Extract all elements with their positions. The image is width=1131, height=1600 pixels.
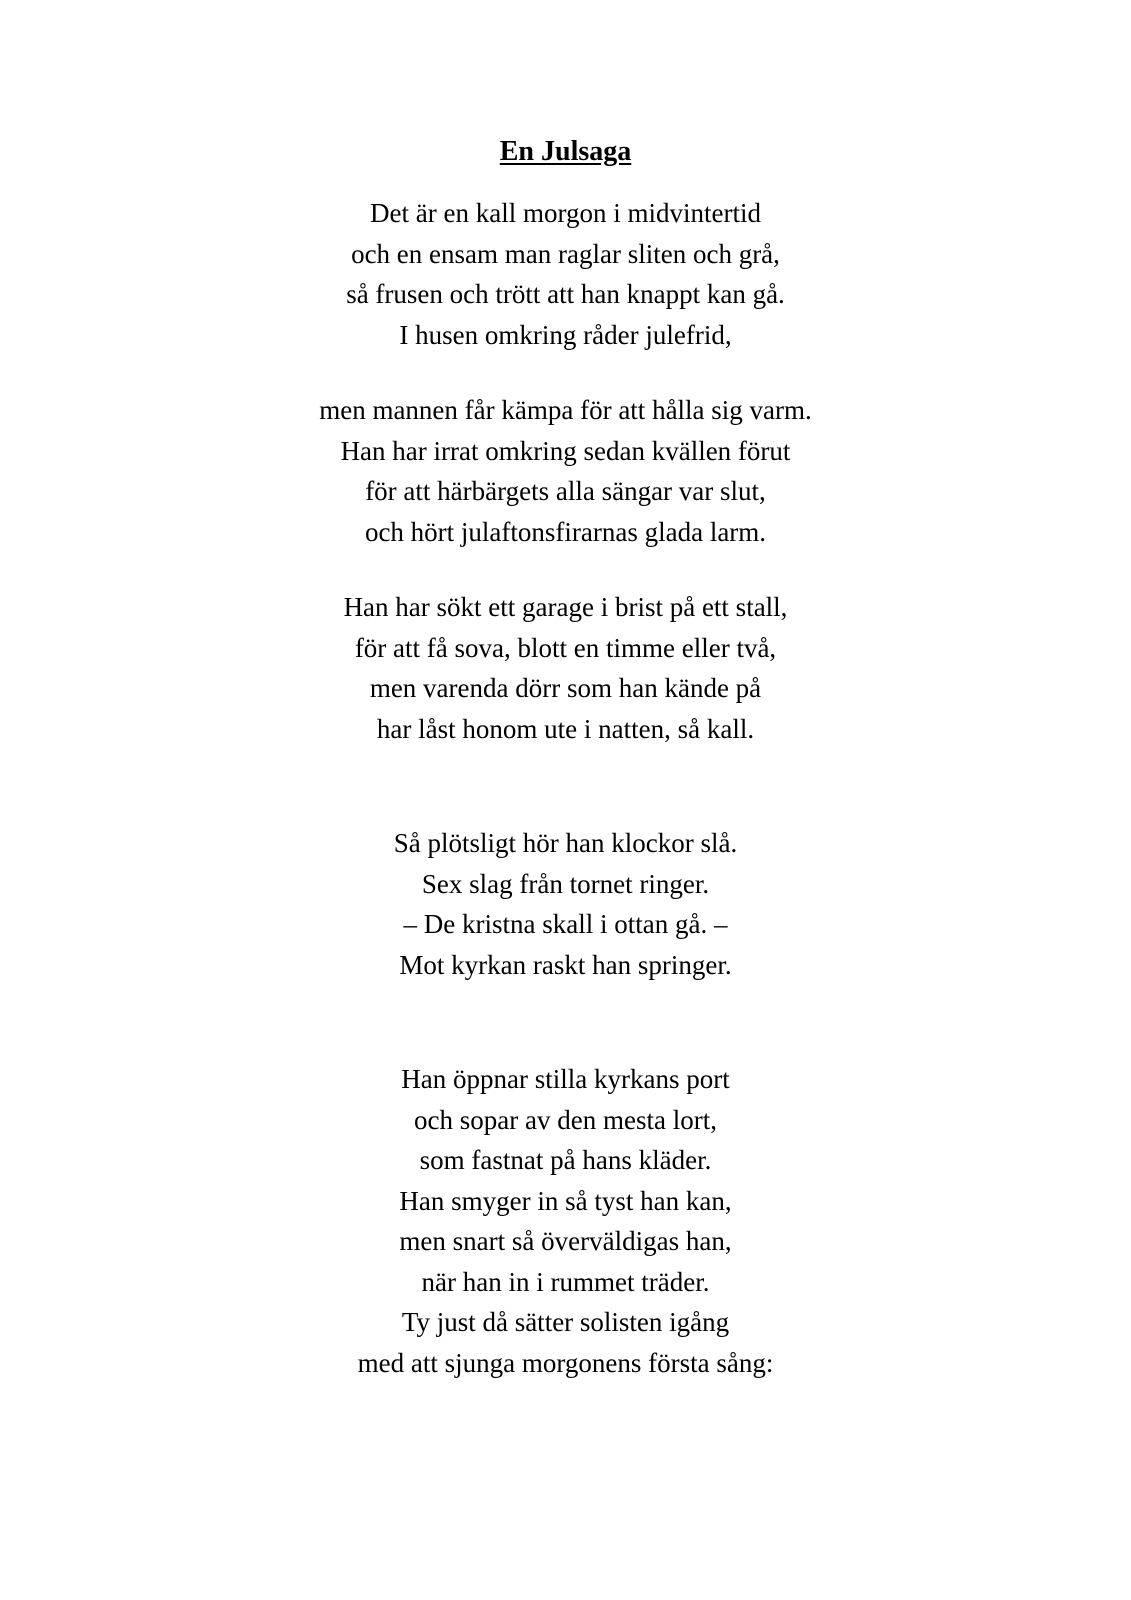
- poem-line: men mannen får kämpa för att hålla sig varm.: [319, 395, 812, 425]
- stanza-5: [0, 1059, 1131, 1383]
- poem-line: som fastnat på hans kläder.: [419, 1145, 712, 1175]
- poem-line: I husen omkring råder julefrid,: [399, 319, 732, 350]
- poem-line: för att få sova, blott en timme eller två,: [354, 632, 777, 663]
- poem-line: Det är en kall morgon i midvintertid: [370, 198, 761, 228]
- poem-title: En Julsaga: [499, 136, 632, 167]
- poem-line: har låst honom ute i natten, så kall.: [376, 713, 755, 744]
- poem-line: Ty just då sätter solisten igång: [401, 1307, 730, 1337]
- poem-line: när han in i rummet träder.: [421, 1266, 710, 1297]
- stanza-3: [0, 587, 1131, 749]
- poem-line: för att härbärgets alla sängar var slut,: [365, 476, 766, 506]
- stanza-1: [0, 193, 1131, 355]
- poem-line: Mot kyrkan raskt han springer.: [399, 949, 732, 980]
- poem-line: Så plötsligt hör han klockor slå.: [393, 828, 738, 858]
- poem-line: och hört julaftonsfirarnas glada larm.: [364, 516, 767, 547]
- poem-line: med att sjunga morgonens första sång:: [357, 1347, 774, 1378]
- poem-line: och sopar av den mesta lort,: [414, 1104, 717, 1135]
- poem-line: Han öppnar stilla kyrkans port: [401, 1064, 730, 1094]
- poem-line: Han har sökt ett garage i brist på ett stall,: [343, 592, 788, 622]
- poem-line: men snart så överväldigas han,: [399, 1226, 732, 1256]
- poem-line: Han har irrat omkring sedan kvällen förut: [340, 435, 791, 466]
- poem-line: Sex slag från tornet ringer.: [421, 868, 710, 899]
- stanza-4: [0, 823, 1131, 985]
- stanza-2: [0, 390, 1131, 552]
- poem-line: Han smyger in så tyst han kan,: [399, 1185, 732, 1216]
- poem-line: men varenda dörr som han kände på: [369, 673, 762, 703]
- poem-line: och en ensam man raglar sliten och grå,: [351, 238, 780, 269]
- poem-line: – De kristna skall i ottan gå. –: [403, 909, 728, 939]
- poem-line: så frusen och trött att han knappt kan gå.: [346, 279, 785, 309]
